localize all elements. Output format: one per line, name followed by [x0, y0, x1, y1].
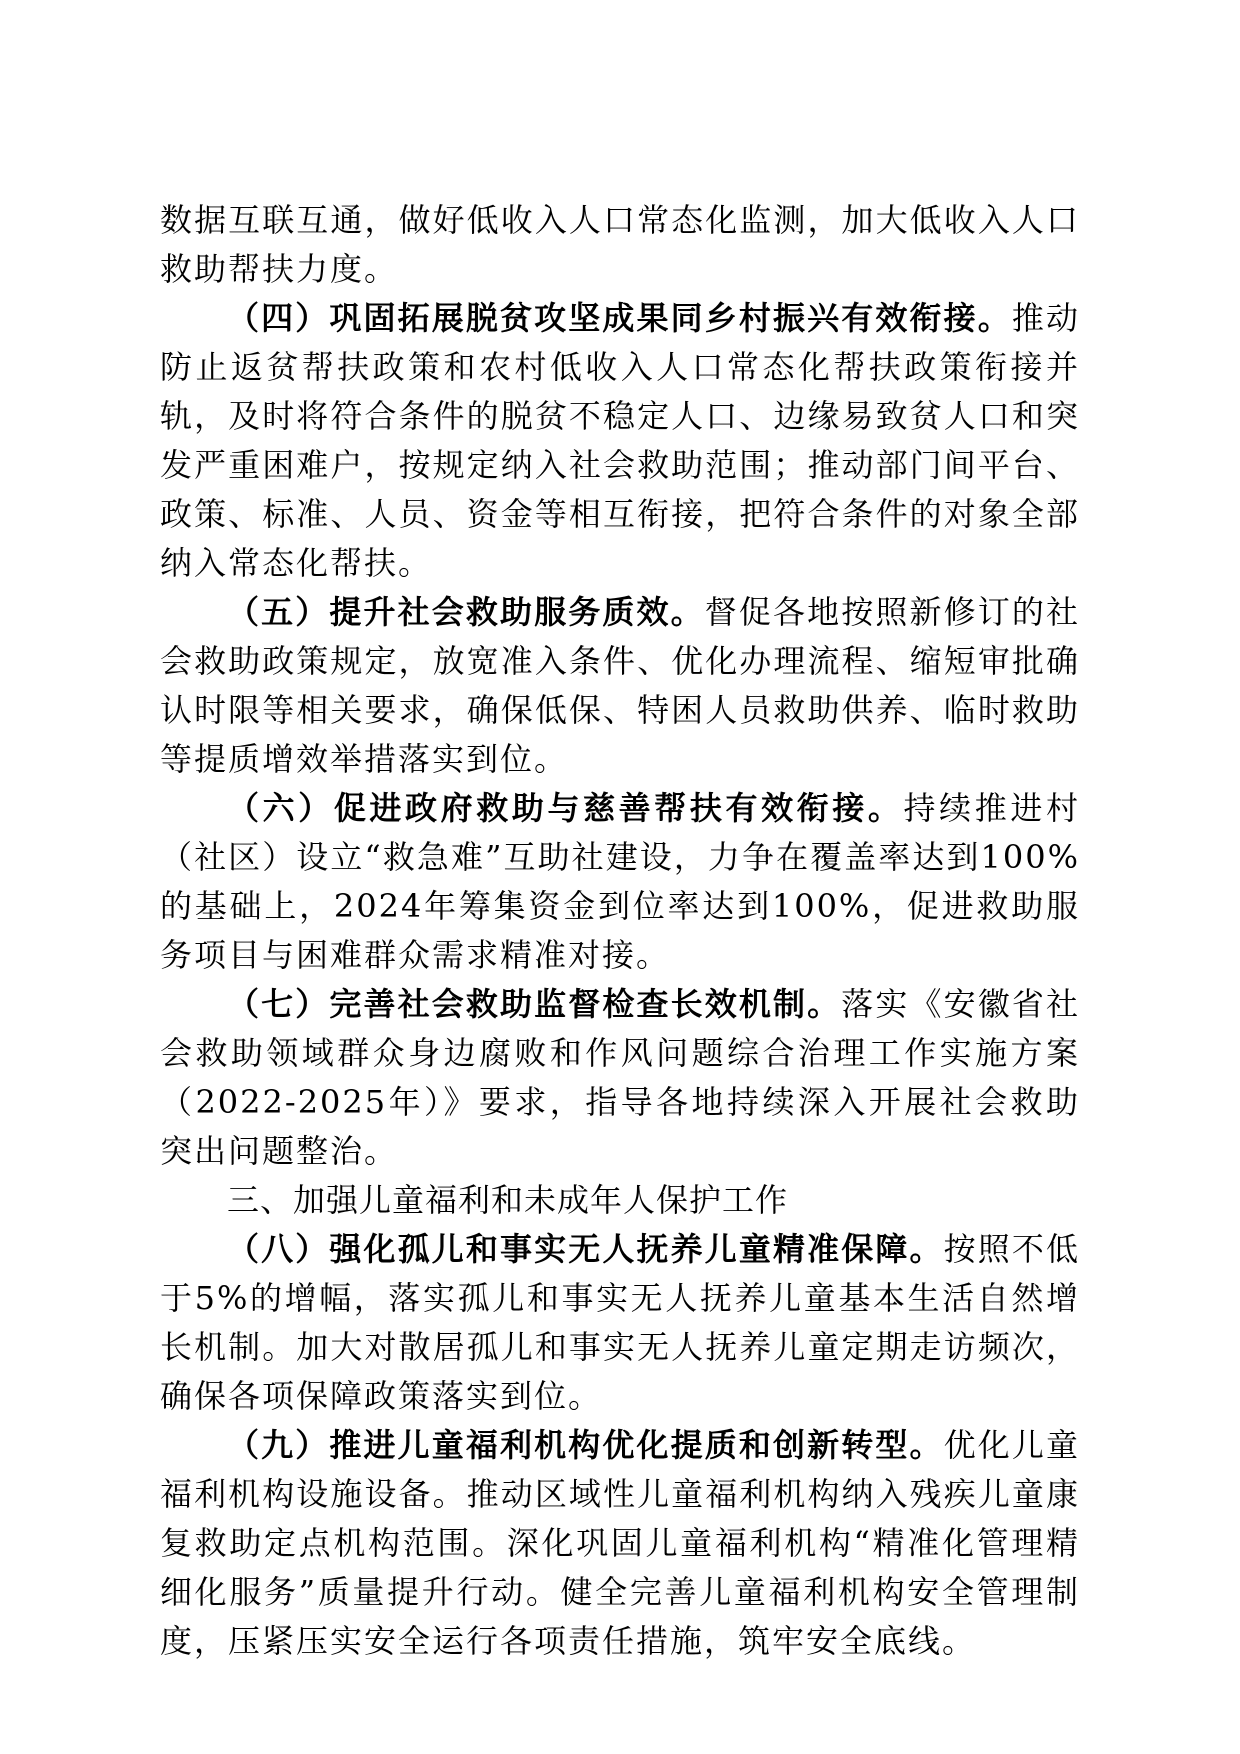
- document-page: [160, 196, 1080, 1666]
- paragraph-lead: （六）促进政府救助与慈善帮扶有效衔接。: [227, 789, 904, 827]
- paragraph-lead: （四）巩固拓展脱贫攻坚成果同乡村振兴有效衔接。: [227, 299, 1012, 337]
- paragraph-item-5: [160, 588, 1080, 784]
- paragraph-body: 数据互联互通，做好低收入人口常态化监测，加大低收入人口救助帮扶力度。: [160, 201, 1080, 288]
- paragraph-lead: （七）完善社会救助监督检查长效机制。: [227, 985, 842, 1023]
- paragraph-continued: [160, 196, 1080, 294]
- paragraph-body: 督促各地按照新修订的社会救助政策规定，放宽准入条件、优化办理流程、缩短审批确认时限等相关要求，确保低保、特困人员救助供养、临时救助等提质增效举措落实到位。: [160, 593, 1080, 778]
- paragraph-lead: （九）推进儿童福利机构优化提质和创新转型。: [227, 1426, 944, 1464]
- paragraph-item-7: [160, 980, 1080, 1176]
- paragraph-lead: （五）提升社会救助服务质效。: [227, 593, 705, 631]
- paragraph-body: 持续推进村（社区）设立“救急难”互助社建设，力争在覆盖率达到100%的基础上，2024年筹集资金到位率达到100%，促进救助服务项目与困难群众需求精准对接。: [160, 789, 1080, 974]
- paragraph-body: 推动防止返贫帮扶政策和农村低收入人口常态化帮扶政策衔接并轨，及时将符合条件的脱贫不稳定人口、边缘易致贫人口和突发严重困难户，按规定纳入社会救助范围；推动部门间平台、政策、标准、人员、资金等相互衔接，把符合条件的对象全部纳入常态化帮扶。: [160, 299, 1080, 582]
- paragraph-item-8: [160, 1225, 1080, 1421]
- paragraph-body: 优化儿童福利机构设施设备。推动区域性儿童福利机构纳入残疾儿童康复救助定点机构范围。深化巩固儿童福利机构“精准化管理精细化服务”质量提升行动。健全完善儿童福利机构安全管理制度，压紧压实安全运行各项责任措施，筑牢安全底线。: [160, 1426, 1080, 1660]
- paragraph-body: 按照不低于5%的增幅，落实孤儿和事实无人抚养儿童基本生活自然增长机制。加大对散居孤儿和事实无人抚养儿童定期走访频次，确保各项保障政策落实到位。: [160, 1230, 1080, 1415]
- paragraph-item-9: [160, 1421, 1080, 1666]
- paragraph-item-4: [160, 294, 1080, 588]
- section-heading: 三、加强儿童福利和未成年人保护工作: [227, 1181, 789, 1219]
- paragraph-body: 落实《安徽省社会救助领域群众身边腐败和作风问题综合治理工作实施方案（2022-2025年）》要求，指导各地持续深入开展社会救助突出问题整治。: [160, 985, 1080, 1170]
- paragraph-lead: （八）强化孤儿和事实无人抚养儿童精准保障。: [227, 1230, 944, 1268]
- paragraph-item-6: [160, 784, 1080, 980]
